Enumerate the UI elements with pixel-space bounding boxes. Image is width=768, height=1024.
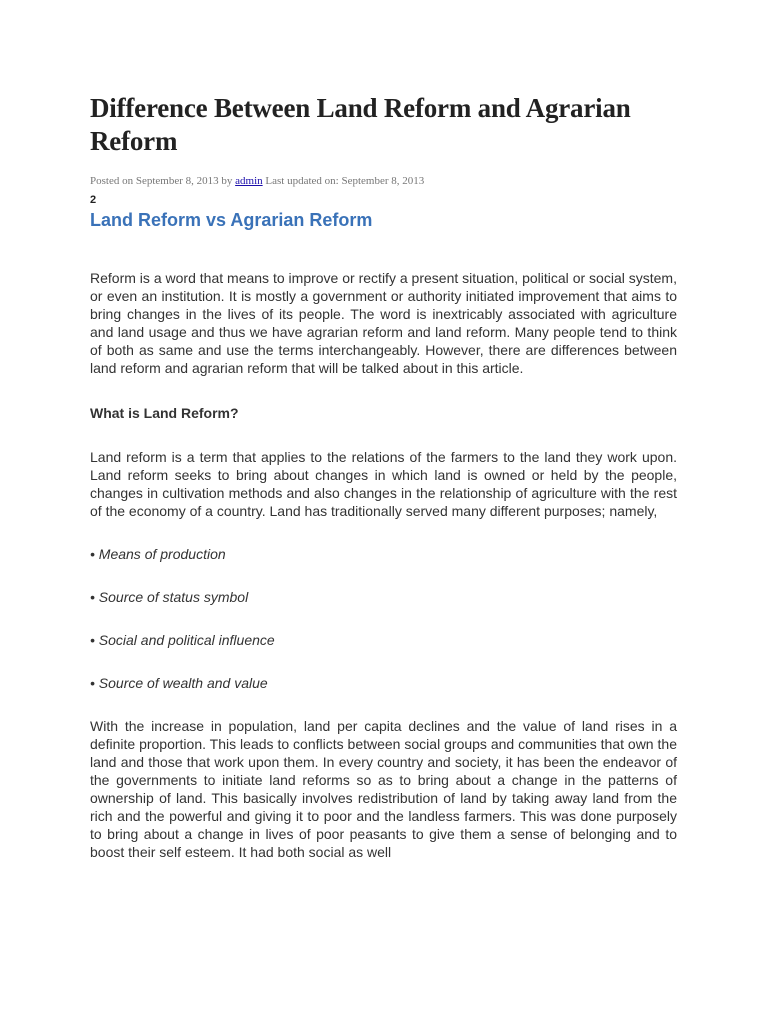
post-meta <box>90 174 677 188</box>
page-title: Difference Between Land Reform and Agrarian Reform <box>90 93 631 156</box>
section-heading: What is Land Reform? <box>90 405 239 421</box>
author-link[interactable]: admin <box>235 175 263 187</box>
article-subtitle: Land Reform vs Agrarian Reform <box>90 210 373 230</box>
section-paragraph: Land reform is a term that applies to the relations of the farmers to the land they work upon. Land reform seeks to bring about changes in which land is owned or held by the people, changes in cultivation methods and also changes in the relationship of agriculture with the rest of the economy of a country. Land has traditionally served many different purposes; namely, <box>90 449 677 519</box>
closing-paragraph: With the increase in population, land per capita declines and the value of land rises in a definite proportion. This leads to conflicts between social groups and communities that own the land and those that work upon them. In every country and society, it has been the endeavor of the governments to initiate land reforms so as to bring about a change in the patterns of ownership of land. This basically involves redistribution of land by taking away land from the rich and the powerful and giving it to poor and the landless farmers. This was done purposely to bring about a change in lives of poor peasants to give them a sense of belonging and to boost their self esteem. It had both social as well <box>90 718 677 860</box>
intro-paragraph: Reform is a word that means to improve or rectify a present situation, political or social system, or even an institution. It is mostly a government or authority initiated improvement that aims to bring changes in the lives of its people. The word is inextricably associated with agriculture and land usage and thus we have agrarian reform and land reform. Many people tend to think of both as same and use the terms interchangeably. However, there are differences between land reform and agrarian reform that will be talked about in this article. <box>90 270 677 376</box>
comment-count[interactable]: 2 <box>90 194 97 206</box>
bullet-item: • Source of status symbol <box>90 589 249 605</box>
bullet-item: • Source of wealth and value <box>90 675 268 691</box>
article <box>90 92 677 861</box>
bullet-item: • Means of production <box>90 546 226 562</box>
bullet-item: • Social and political influence <box>90 632 275 648</box>
updated-date: Last updated on: September 8, 2013 <box>262 175 425 187</box>
posted-date: Posted on September 8, 2013 by <box>90 175 236 187</box>
